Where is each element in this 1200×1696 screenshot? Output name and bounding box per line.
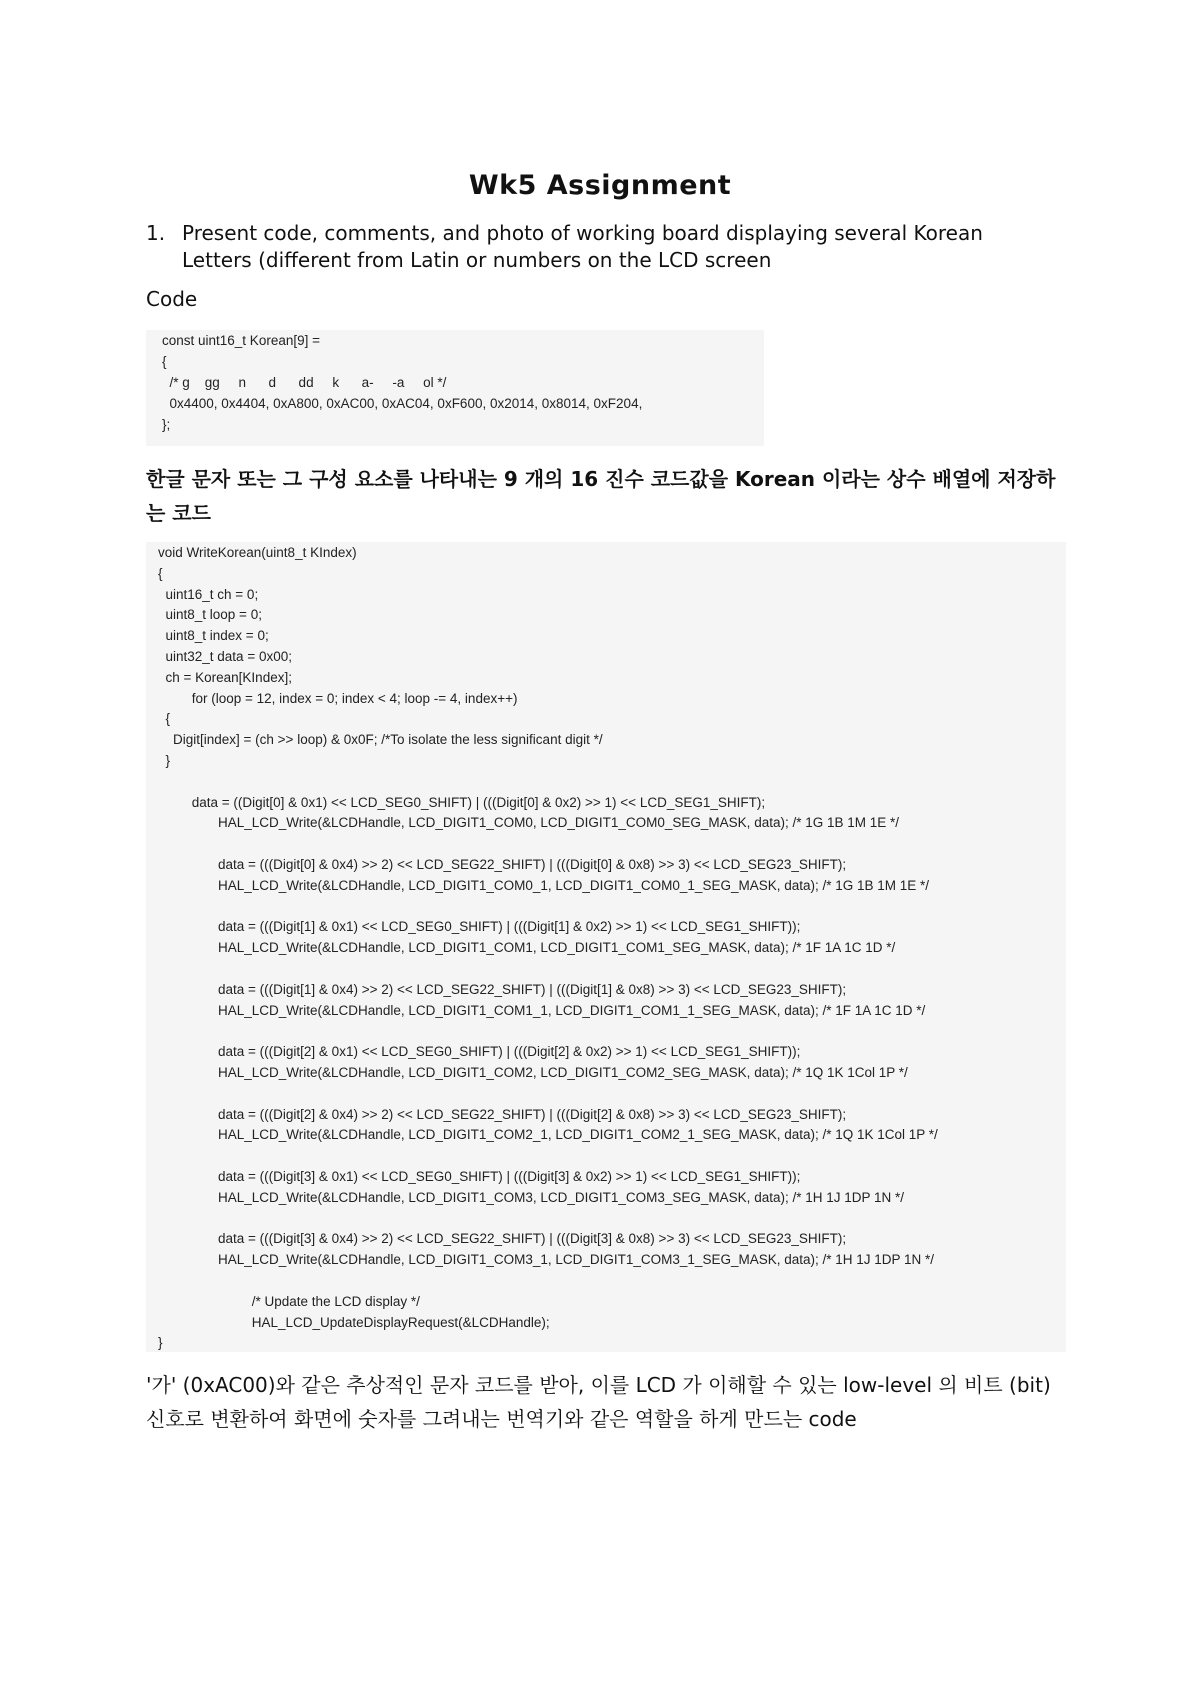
code-block-korean-array	[146, 330, 764, 446]
code-line: data = (((Digit[1] & 0x1) << LCD_SEG0_SHIFT) | (((Digit[1] & 0x2) >> 1) << LCD_SEG1_SHIFT));	[158, 919, 801, 935]
code-line: uint8_t index = 0;	[158, 628, 269, 644]
code-line: {	[162, 354, 167, 369]
code-line: for (loop = 12, index = 0; index < 4; loop -= 4, index++)	[158, 690, 518, 706]
code-line: data = (((Digit[3] & 0x4) >> 2) << LCD_SEG22_SHIFT) | (((Digit[3] & 0x8) >> 3) << LCD_SEG23_SHIFT);	[158, 1231, 847, 1247]
code-line: uint8_t loop = 0;	[158, 607, 262, 623]
code-line: data = (((Digit[1] & 0x4) >> 2) << LCD_SEG22_SHIFT) | (((Digit[1] & 0x8) >> 3) << LCD_SEG23_SHIFT);	[158, 981, 847, 997]
code-label: Code	[146, 287, 198, 311]
code-line: const uint16_t Korean[9] =	[162, 333, 320, 348]
code-line: data = ((Digit[0] & 0x1) << LCD_SEG0_SHIFT) | (((Digit[0] & 0x2) >> 1) << LCD_SEG1_SHIFT);	[158, 794, 766, 810]
code-line: HAL_LCD_Write(&LCDHandle, LCD_DIGIT1_COM2, LCD_DIGIT1_COM2_SEG_MASK, data); /* 1Q 1K 1Col 1P */	[158, 1065, 908, 1080]
code-line: HAL_LCD_UpdateDisplayRequest(&LCDHandle);	[158, 1314, 550, 1330]
code-line: }	[158, 1335, 163, 1351]
code-line: 0x4400, 0x4404, 0xA800, 0xAC00, 0xAC04, 0xF600, 0x2014, 0x8014, 0xF204,	[162, 396, 643, 411]
code-line: data = (((Digit[0] & 0x4) >> 2) << LCD_SEG22_SHIFT) | (((Digit[0] & 0x8) >> 3) << LCD_SEG23_SHIFT);	[158, 857, 847, 872]
code-line: HAL_LCD_Write(&LCDHandle, LCD_DIGIT1_COM1_1, LCD_DIGIT1_COM1_1_SEG_MASK, data); /* 1F 1A 1C 1D */	[158, 1002, 926, 1018]
code-block-write-korean	[146, 542, 1066, 1352]
code-line: HAL_LCD_Write(&LCDHandle, LCD_DIGIT1_COM3, LCD_DIGIT1_COM3_SEG_MASK, data); /* 1H 1J 1DP 1N */	[158, 1189, 905, 1205]
question-number: 1.	[146, 221, 166, 245]
page-title: Wk5 Assignment	[468, 170, 732, 201]
question-text: Present code, comments, and photo of working board displaying several Korean Letters (different from Latin or numbers on the LCD screen	[182, 221, 983, 272]
code-line: HAL_LCD_Write(&LCDHandle, LCD_DIGIT1_COM0_1, LCD_DIGIT1_COM0_1_SEG_MASK, data); /* 1G 1B 1M 1E */	[158, 877, 930, 893]
code-line: HAL_LCD_Write(&LCDHandle, LCD_DIGIT1_COM1, LCD_DIGIT1_COM1_SEG_MASK, data); /* 1F 1A 1C 1D */	[158, 940, 896, 956]
code-line: HAL_LCD_Write(&LCDHandle, LCD_DIGIT1_COM0, LCD_DIGIT1_COM0_SEG_MASK, data); /* 1G 1B 1M 1E */	[158, 815, 900, 831]
code-line: HAL_LCD_Write(&LCDHandle, LCD_DIGIT1_COM2_1, LCD_DIGIT1_COM2_1_SEG_MASK, data); /* 1Q 1K 1Col 1P */	[158, 1127, 938, 1143]
code-line: uint16_t ch = 0;	[158, 586, 259, 602]
code-line: data = (((Digit[3] & 0x1) << LCD_SEG0_SHIFT) | (((Digit[3] & 0x2) >> 1) << LCD_SEG1_SHIFT));	[158, 1169, 801, 1184]
code-line: };	[162, 417, 171, 432]
code-line: {	[158, 565, 163, 581]
caption-write-korean: '가' (0xAC00)와 같은 추상적인 문자 코드를 받아, 이를 LCD 가 이해할 수 있는 low-level 의 비트 (bit) 신호로 변환하여 화면에 숫자를 그려내는 번역기와 같은 역할을 하게 만드는 code	[146, 1373, 1051, 1431]
code-line: Digit[index] = (ch >> loop) & 0x0F; /*To isolate the less significant digit */	[158, 732, 603, 748]
code-line: /* Update the LCD display */	[158, 1293, 420, 1309]
code-line: uint32_t data = 0x00;	[158, 649, 292, 664]
code-line: }	[158, 753, 171, 768]
code-line: data = (((Digit[2] & 0x1) << LCD_SEG0_SHIFT) | (((Digit[2] & 0x2) >> 1) << LCD_SEG1_SHIFT));	[158, 1044, 801, 1060]
code-line: data = (((Digit[2] & 0x4) >> 2) << LCD_SEG22_SHIFT) | (((Digit[2] & 0x8) >> 3) << LCD_SEG23_SHIFT);	[158, 1106, 847, 1122]
code-line: void WriteKorean(uint8_t KIndex)	[158, 545, 357, 560]
code-line: {	[158, 711, 171, 727]
code-line: ch = Korean[KIndex];	[158, 669, 292, 685]
code-line: HAL_LCD_Write(&LCDHandle, LCD_DIGIT1_COM3_1, LCD_DIGIT1_COM3_1_SEG_MASK, data); /* 1H 1J 1DP 1N */	[158, 1252, 935, 1268]
caption-korean-array: 한글 문자 또는 그 구성 요소를 나타내는 9 개의 16 진수 코드값을 Korean 이라는 상수 배열에 저장하는 코드	[146, 467, 1056, 525]
code-line: /* g gg n d dd k a- -a ol */	[162, 375, 447, 390]
